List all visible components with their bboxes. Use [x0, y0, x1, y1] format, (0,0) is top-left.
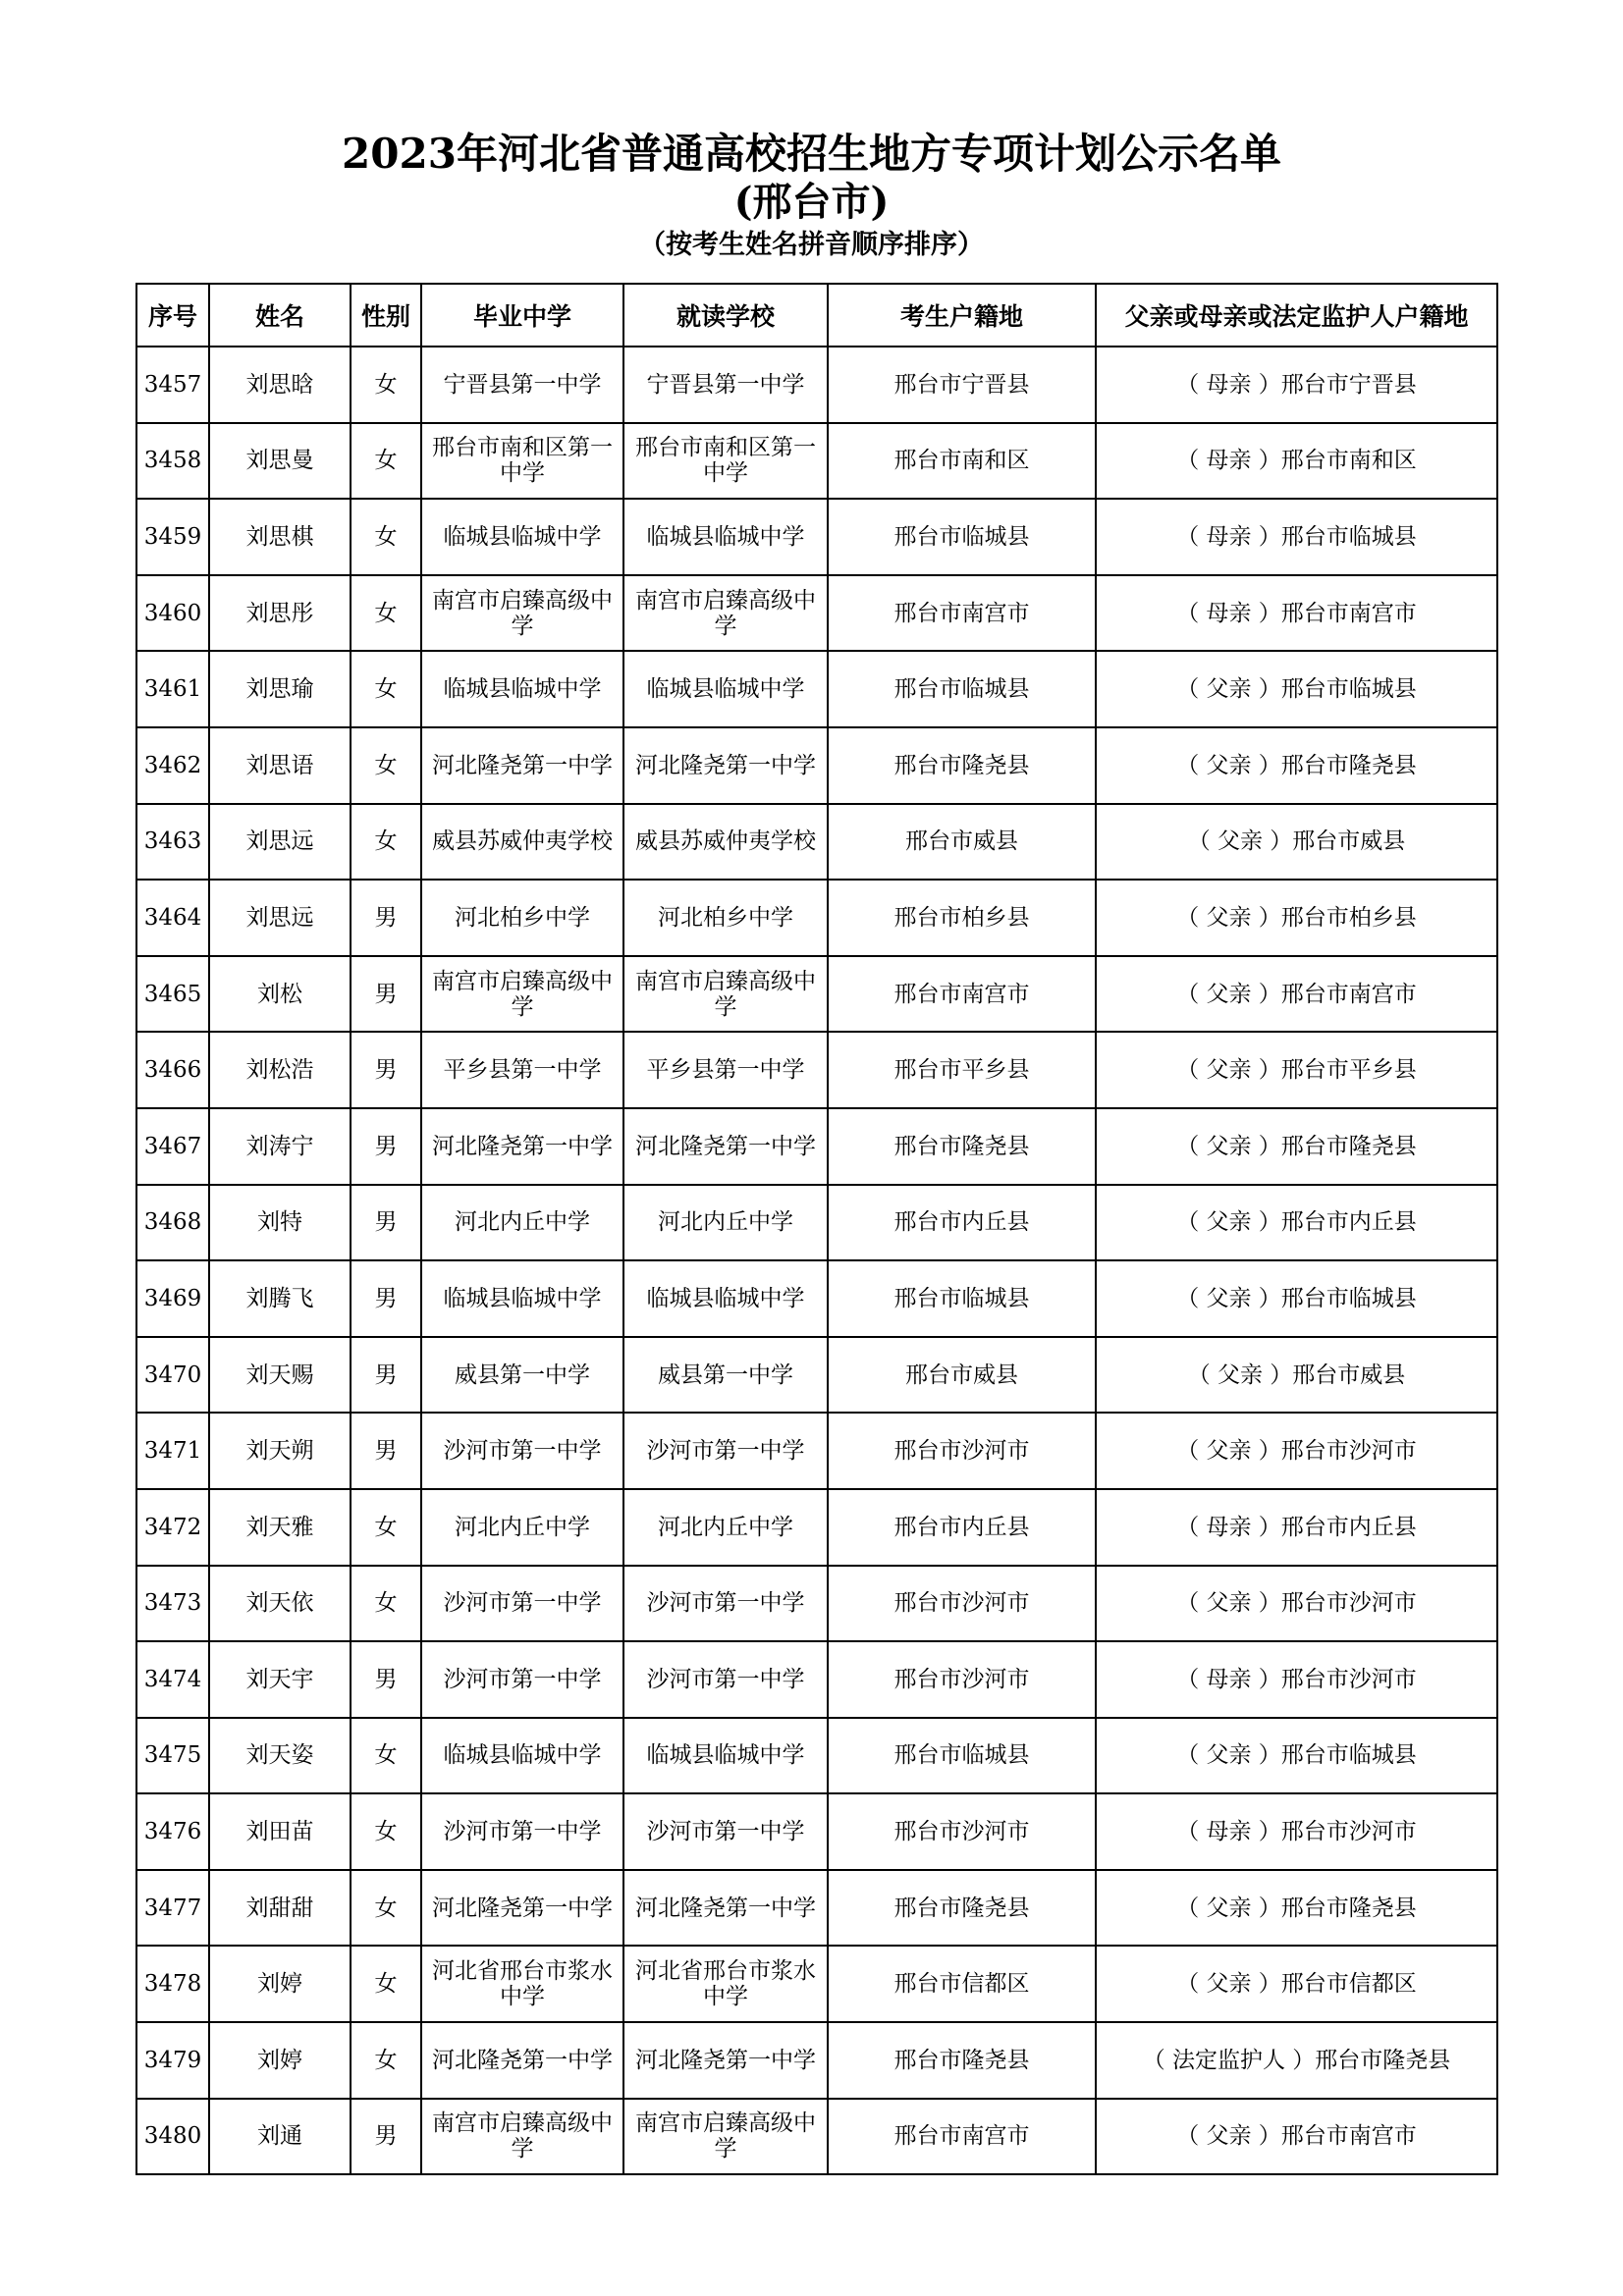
cell-hukou: 邢台市临城县	[828, 1260, 1096, 1337]
table-row	[136, 1718, 1497, 1794]
cell-parent-hukou: （ 父亲 ）邢台市内丘县	[1096, 1185, 1497, 1261]
cell-current-school: 临城县临城中学	[623, 1260, 828, 1337]
table-row	[136, 956, 1497, 1033]
cell-grad-school: 临城县临城中学	[421, 651, 623, 727]
cell-hukou: 邢台市南和区	[828, 423, 1096, 500]
cell-gender: 男	[351, 956, 421, 1033]
cell-grad-school: 河北柏乡中学	[421, 880, 623, 956]
cell-gender: 女	[351, 347, 421, 423]
cell-current-school: 威县苏威仲夷学校	[623, 804, 828, 881]
cell-hukou: 邢台市沙河市	[828, 1793, 1096, 1870]
cell-current-school: 河北内丘中学	[623, 1489, 828, 1566]
cell-current-school: 南宫市启臻高级中学	[623, 2099, 828, 2175]
table-header-row	[136, 284, 1497, 347]
cell-seq: 3475	[136, 1718, 209, 1794]
cell-parent-hukou: （ 母亲 ）邢台市南宫市	[1096, 575, 1497, 652]
cell-parent-hukou: （ 母亲 ）邢台市内丘县	[1096, 1489, 1497, 1566]
table-row	[136, 1641, 1497, 1718]
cell-seq: 3462	[136, 727, 209, 804]
cell-seq: 3459	[136, 499, 209, 575]
cell-grad-school: 南宫市启臻高级中学	[421, 575, 623, 652]
cell-gender: 女	[351, 1870, 421, 1947]
cell-hukou: 邢台市威县	[828, 804, 1096, 881]
cell-name: 刘思晗	[209, 347, 351, 423]
cell-seq: 3469	[136, 1260, 209, 1337]
cell-current-school: 河北内丘中学	[623, 1185, 828, 1261]
document-subtitle: (邢台市)	[733, 179, 890, 225]
cell-name: 刘天宇	[209, 1641, 351, 1718]
cell-hukou: 邢台市信都区	[828, 1946, 1096, 2022]
table-row	[136, 575, 1497, 652]
cell-current-school: 临城县临城中学	[623, 1718, 828, 1794]
cell-current-school: 临城县临城中学	[623, 499, 828, 575]
cell-gender: 女	[351, 727, 421, 804]
cell-name: 刘天朔	[209, 1413, 351, 1489]
cell-hukou: 邢台市临城县	[828, 651, 1096, 727]
cell-grad-school: 临城县临城中学	[421, 499, 623, 575]
cell-hukou: 邢台市宁晋县	[828, 347, 1096, 423]
cell-parent-hukou: （ 父亲 ）邢台市临城县	[1096, 651, 1497, 727]
cell-name: 刘天赐	[209, 1337, 351, 1414]
cell-hukou: 邢台市沙河市	[828, 1566, 1096, 1642]
cell-parent-hukou: （ 法定监护人 ）邢台市隆尧县	[1096, 2022, 1497, 2099]
table-row	[136, 1413, 1497, 1489]
cell-parent-hukou: （ 父亲 ）邢台市隆尧县	[1096, 1870, 1497, 1947]
cell-name: 刘天依	[209, 1566, 351, 1642]
cell-grad-school: 河北内丘中学	[421, 1185, 623, 1261]
cell-name: 刘婷	[209, 1946, 351, 2022]
cell-current-school: 沙河市第一中学	[623, 1413, 828, 1489]
table-row	[136, 499, 1497, 575]
table-row	[136, 1185, 1497, 1261]
cell-grad-school: 平乡县第一中学	[421, 1032, 623, 1108]
cell-name: 刘松浩	[209, 1032, 351, 1108]
cell-grad-school: 河北内丘中学	[421, 1489, 623, 1566]
cell-hukou: 邢台市临城县	[828, 499, 1096, 575]
table-row	[136, 1260, 1497, 1337]
cell-grad-school: 南宫市启臻高级中学	[421, 956, 623, 1033]
cell-gender: 男	[351, 1413, 421, 1489]
cell-hukou: 邢台市隆尧县	[828, 1870, 1096, 1947]
cell-current-school: 威县第一中学	[623, 1337, 828, 1414]
cell-hukou: 邢台市隆尧县	[828, 727, 1096, 804]
cell-grad-school: 河北隆尧第一中学	[421, 2022, 623, 2099]
cell-parent-hukou: （ 母亲 ）邢台市宁晋县	[1096, 347, 1497, 423]
cell-current-school: 沙河市第一中学	[623, 1566, 828, 1642]
header-name: 姓名	[209, 284, 351, 347]
cell-gender: 女	[351, 651, 421, 727]
cell-gender: 女	[351, 1489, 421, 1566]
table-row	[136, 1793, 1497, 1870]
cell-parent-hukou: （ 父亲 ）邢台市沙河市	[1096, 1413, 1497, 1489]
cell-grad-school: 宁晋县第一中学	[421, 347, 623, 423]
cell-grad-school: 临城县临城中学	[421, 1718, 623, 1794]
cell-seq: 3472	[136, 1489, 209, 1566]
cell-parent-hukou: （ 父亲 ）邢台市隆尧县	[1096, 1108, 1497, 1185]
cell-seq: 3479	[136, 2022, 209, 2099]
cell-name: 刘通	[209, 2099, 351, 2175]
cell-current-school: 南宫市启臻高级中学	[623, 575, 828, 652]
cell-parent-hukou: （ 母亲 ）邢台市南和区	[1096, 423, 1497, 500]
cell-hukou: 邢台市内丘县	[828, 1489, 1096, 1566]
cell-current-school: 沙河市第一中学	[623, 1641, 828, 1718]
cell-seq: 3468	[136, 1185, 209, 1261]
cell-parent-hukou: （ 父亲 ）邢台市沙河市	[1096, 1566, 1497, 1642]
table-row	[136, 1946, 1497, 2022]
cell-current-school: 宁晋县第一中学	[623, 347, 828, 423]
cell-grad-school: 河北隆尧第一中学	[421, 727, 623, 804]
cell-name: 刘思曼	[209, 423, 351, 500]
cell-hukou: 邢台市临城县	[828, 1718, 1096, 1794]
cell-current-school: 河北隆尧第一中学	[623, 727, 828, 804]
cell-seq: 3464	[136, 880, 209, 956]
cell-seq: 3477	[136, 1870, 209, 1947]
cell-current-school: 沙河市第一中学	[623, 1793, 828, 1870]
cell-gender: 女	[351, 1718, 421, 1794]
cell-seq: 3461	[136, 651, 209, 727]
cell-grad-school: 河北省邢台市浆水中学	[421, 1946, 623, 2022]
cell-hukou: 邢台市内丘县	[828, 1185, 1096, 1261]
cell-name: 刘松	[209, 956, 351, 1033]
cell-name: 刘思彤	[209, 575, 351, 652]
cell-seq: 3463	[136, 804, 209, 881]
cell-gender: 男	[351, 880, 421, 956]
cell-gender: 女	[351, 423, 421, 500]
cell-parent-hukou: （ 母亲 ）邢台市沙河市	[1096, 1793, 1497, 1870]
cell-hukou: 邢台市南宫市	[828, 575, 1096, 652]
table-row	[136, 1870, 1497, 1947]
cell-name: 刘思瑜	[209, 651, 351, 727]
table-row	[136, 1108, 1497, 1185]
cell-parent-hukou: （ 父亲 ）邢台市南宫市	[1096, 2099, 1497, 2175]
header-grad-school: 毕业中学	[421, 284, 623, 347]
cell-seq: 3466	[136, 1032, 209, 1108]
header-seq: 序号	[136, 284, 209, 347]
cell-seq: 3473	[136, 1566, 209, 1642]
cell-hukou: 邢台市平乡县	[828, 1032, 1096, 1108]
cell-name: 刘腾飞	[209, 1260, 351, 1337]
cell-name: 刘思棋	[209, 499, 351, 575]
cell-grad-school: 临城县临城中学	[421, 1260, 623, 1337]
header-gender: 性别	[351, 284, 421, 347]
table-body	[136, 347, 1497, 2174]
cell-parent-hukou: （ 母亲 ）邢台市临城县	[1096, 499, 1497, 575]
cell-name: 刘婷	[209, 2022, 351, 2099]
cell-name: 刘思远	[209, 880, 351, 956]
cell-name: 刘天雅	[209, 1489, 351, 1566]
cell-gender: 男	[351, 1108, 421, 1185]
table-row	[136, 423, 1497, 500]
cell-parent-hukou: （ 父亲 ）邢台市平乡县	[1096, 1032, 1497, 1108]
cell-gender: 男	[351, 1337, 421, 1414]
cell-gender: 男	[351, 1260, 421, 1337]
table-row	[136, 727, 1497, 804]
cell-name: 刘涛宁	[209, 1108, 351, 1185]
cell-parent-hukou: （ 父亲 ）邢台市柏乡县	[1096, 880, 1497, 956]
cell-seq: 3471	[136, 1413, 209, 1489]
cell-seq: 3457	[136, 347, 209, 423]
cell-seq: 3460	[136, 575, 209, 652]
cell-seq: 3470	[136, 1337, 209, 1414]
cell-gender: 男	[351, 1641, 421, 1718]
cell-seq: 3478	[136, 1946, 209, 2022]
cell-hukou: 邢台市威县	[828, 1337, 1096, 1414]
cell-hukou: 邢台市隆尧县	[828, 2022, 1096, 2099]
cell-name: 刘特	[209, 1185, 351, 1261]
cell-grad-school: 威县苏威仲夷学校	[421, 804, 623, 881]
cell-grad-school: 南宫市启臻高级中学	[421, 2099, 623, 2175]
table-row	[136, 651, 1497, 727]
cell-gender: 男	[351, 2099, 421, 2175]
cell-current-school: 平乡县第一中学	[623, 1032, 828, 1108]
cell-hukou: 邢台市沙河市	[828, 1413, 1096, 1489]
cell-parent-hukou: （ 父亲 ）邢台市威县	[1096, 804, 1497, 881]
cell-seq: 3467	[136, 1108, 209, 1185]
cell-gender: 女	[351, 1946, 421, 2022]
cell-gender: 女	[351, 575, 421, 652]
cell-current-school: 河北隆尧第一中学	[623, 1108, 828, 1185]
table-row	[136, 1566, 1497, 1642]
cell-grad-school: 河北隆尧第一中学	[421, 1870, 623, 1947]
cell-parent-hukou: （ 父亲 ）邢台市威县	[1096, 1337, 1497, 1414]
cell-grad-school: 威县第一中学	[421, 1337, 623, 1414]
cell-gender: 女	[351, 499, 421, 575]
cell-parent-hukou: （ 父亲 ）邢台市临城县	[1096, 1718, 1497, 1794]
cell-gender: 男	[351, 1032, 421, 1108]
table-row	[136, 804, 1497, 881]
cell-gender: 女	[351, 804, 421, 881]
cell-hukou: 邢台市南宫市	[828, 2099, 1096, 2175]
cell-current-school: 河北隆尧第一中学	[623, 2022, 828, 2099]
cell-grad-school: 沙河市第一中学	[421, 1793, 623, 1870]
cell-current-school: 临城县临城中学	[623, 651, 828, 727]
table-row	[136, 2022, 1497, 2099]
cell-parent-hukou: （ 父亲 ）邢台市信都区	[1096, 1946, 1497, 2022]
cell-current-school: 河北省邢台市浆水中学	[623, 1946, 828, 2022]
table-row	[136, 1489, 1497, 1566]
cell-grad-school: 沙河市第一中学	[421, 1641, 623, 1718]
table-row	[136, 880, 1497, 956]
cell-hukou: 邢台市柏乡县	[828, 880, 1096, 956]
cell-name: 刘甜甜	[209, 1870, 351, 1947]
cell-parent-hukou: （ 父亲 ）邢台市隆尧县	[1096, 727, 1497, 804]
cell-grad-school: 沙河市第一中学	[421, 1413, 623, 1489]
cell-current-school: 河北柏乡中学	[623, 880, 828, 956]
cell-current-school: 邢台市南和区第一中学	[623, 423, 828, 500]
cell-parent-hukou: （ 母亲 ）邢台市沙河市	[1096, 1641, 1497, 1718]
cell-hukou: 邢台市沙河市	[828, 1641, 1096, 1718]
cell-gender: 女	[351, 1793, 421, 1870]
cell-seq: 3465	[136, 956, 209, 1033]
cell-name: 刘思远	[209, 804, 351, 881]
table-row	[136, 347, 1497, 423]
cell-grad-school: 邢台市南和区第一中学	[421, 423, 623, 500]
cell-current-school: 南宫市启臻高级中学	[623, 956, 828, 1033]
cell-grad-school: 沙河市第一中学	[421, 1566, 623, 1642]
cell-gender: 女	[351, 1566, 421, 1642]
cell-gender: 男	[351, 1185, 421, 1261]
header-current-school: 就读学校	[623, 284, 828, 347]
cell-parent-hukou: （ 父亲 ）邢台市临城县	[1096, 1260, 1497, 1337]
cell-seq: 3476	[136, 1793, 209, 1870]
cell-name: 刘田苗	[209, 1793, 351, 1870]
sort-note: （按考生姓名拼音顺序排序）	[639, 230, 984, 260]
roster-table	[135, 283, 1498, 2175]
cell-parent-hukou: （ 父亲 ）邢台市南宫市	[1096, 956, 1497, 1033]
header-parent-hukou: 父亲或母亲或法定监护人户籍地	[1096, 284, 1497, 347]
document-title: 2023年河北省普通高校招生地方专项计划公示名单	[342, 130, 1281, 178]
cell-current-school: 河北隆尧第一中学	[623, 1870, 828, 1947]
cell-seq: 3458	[136, 423, 209, 500]
table-row	[136, 1337, 1497, 1414]
cell-hukou: 邢台市隆尧县	[828, 1108, 1096, 1185]
header-hukou: 考生户籍地	[828, 284, 1096, 347]
cell-name: 刘天姿	[209, 1718, 351, 1794]
cell-seq: 3474	[136, 1641, 209, 1718]
table-row	[136, 1032, 1497, 1108]
cell-seq: 3480	[136, 2099, 209, 2175]
cell-gender: 女	[351, 2022, 421, 2099]
cell-grad-school: 河北隆尧第一中学	[421, 1108, 623, 1185]
table-row	[136, 2099, 1497, 2175]
cell-name: 刘思语	[209, 727, 351, 804]
cell-hukou: 邢台市南宫市	[828, 956, 1096, 1033]
